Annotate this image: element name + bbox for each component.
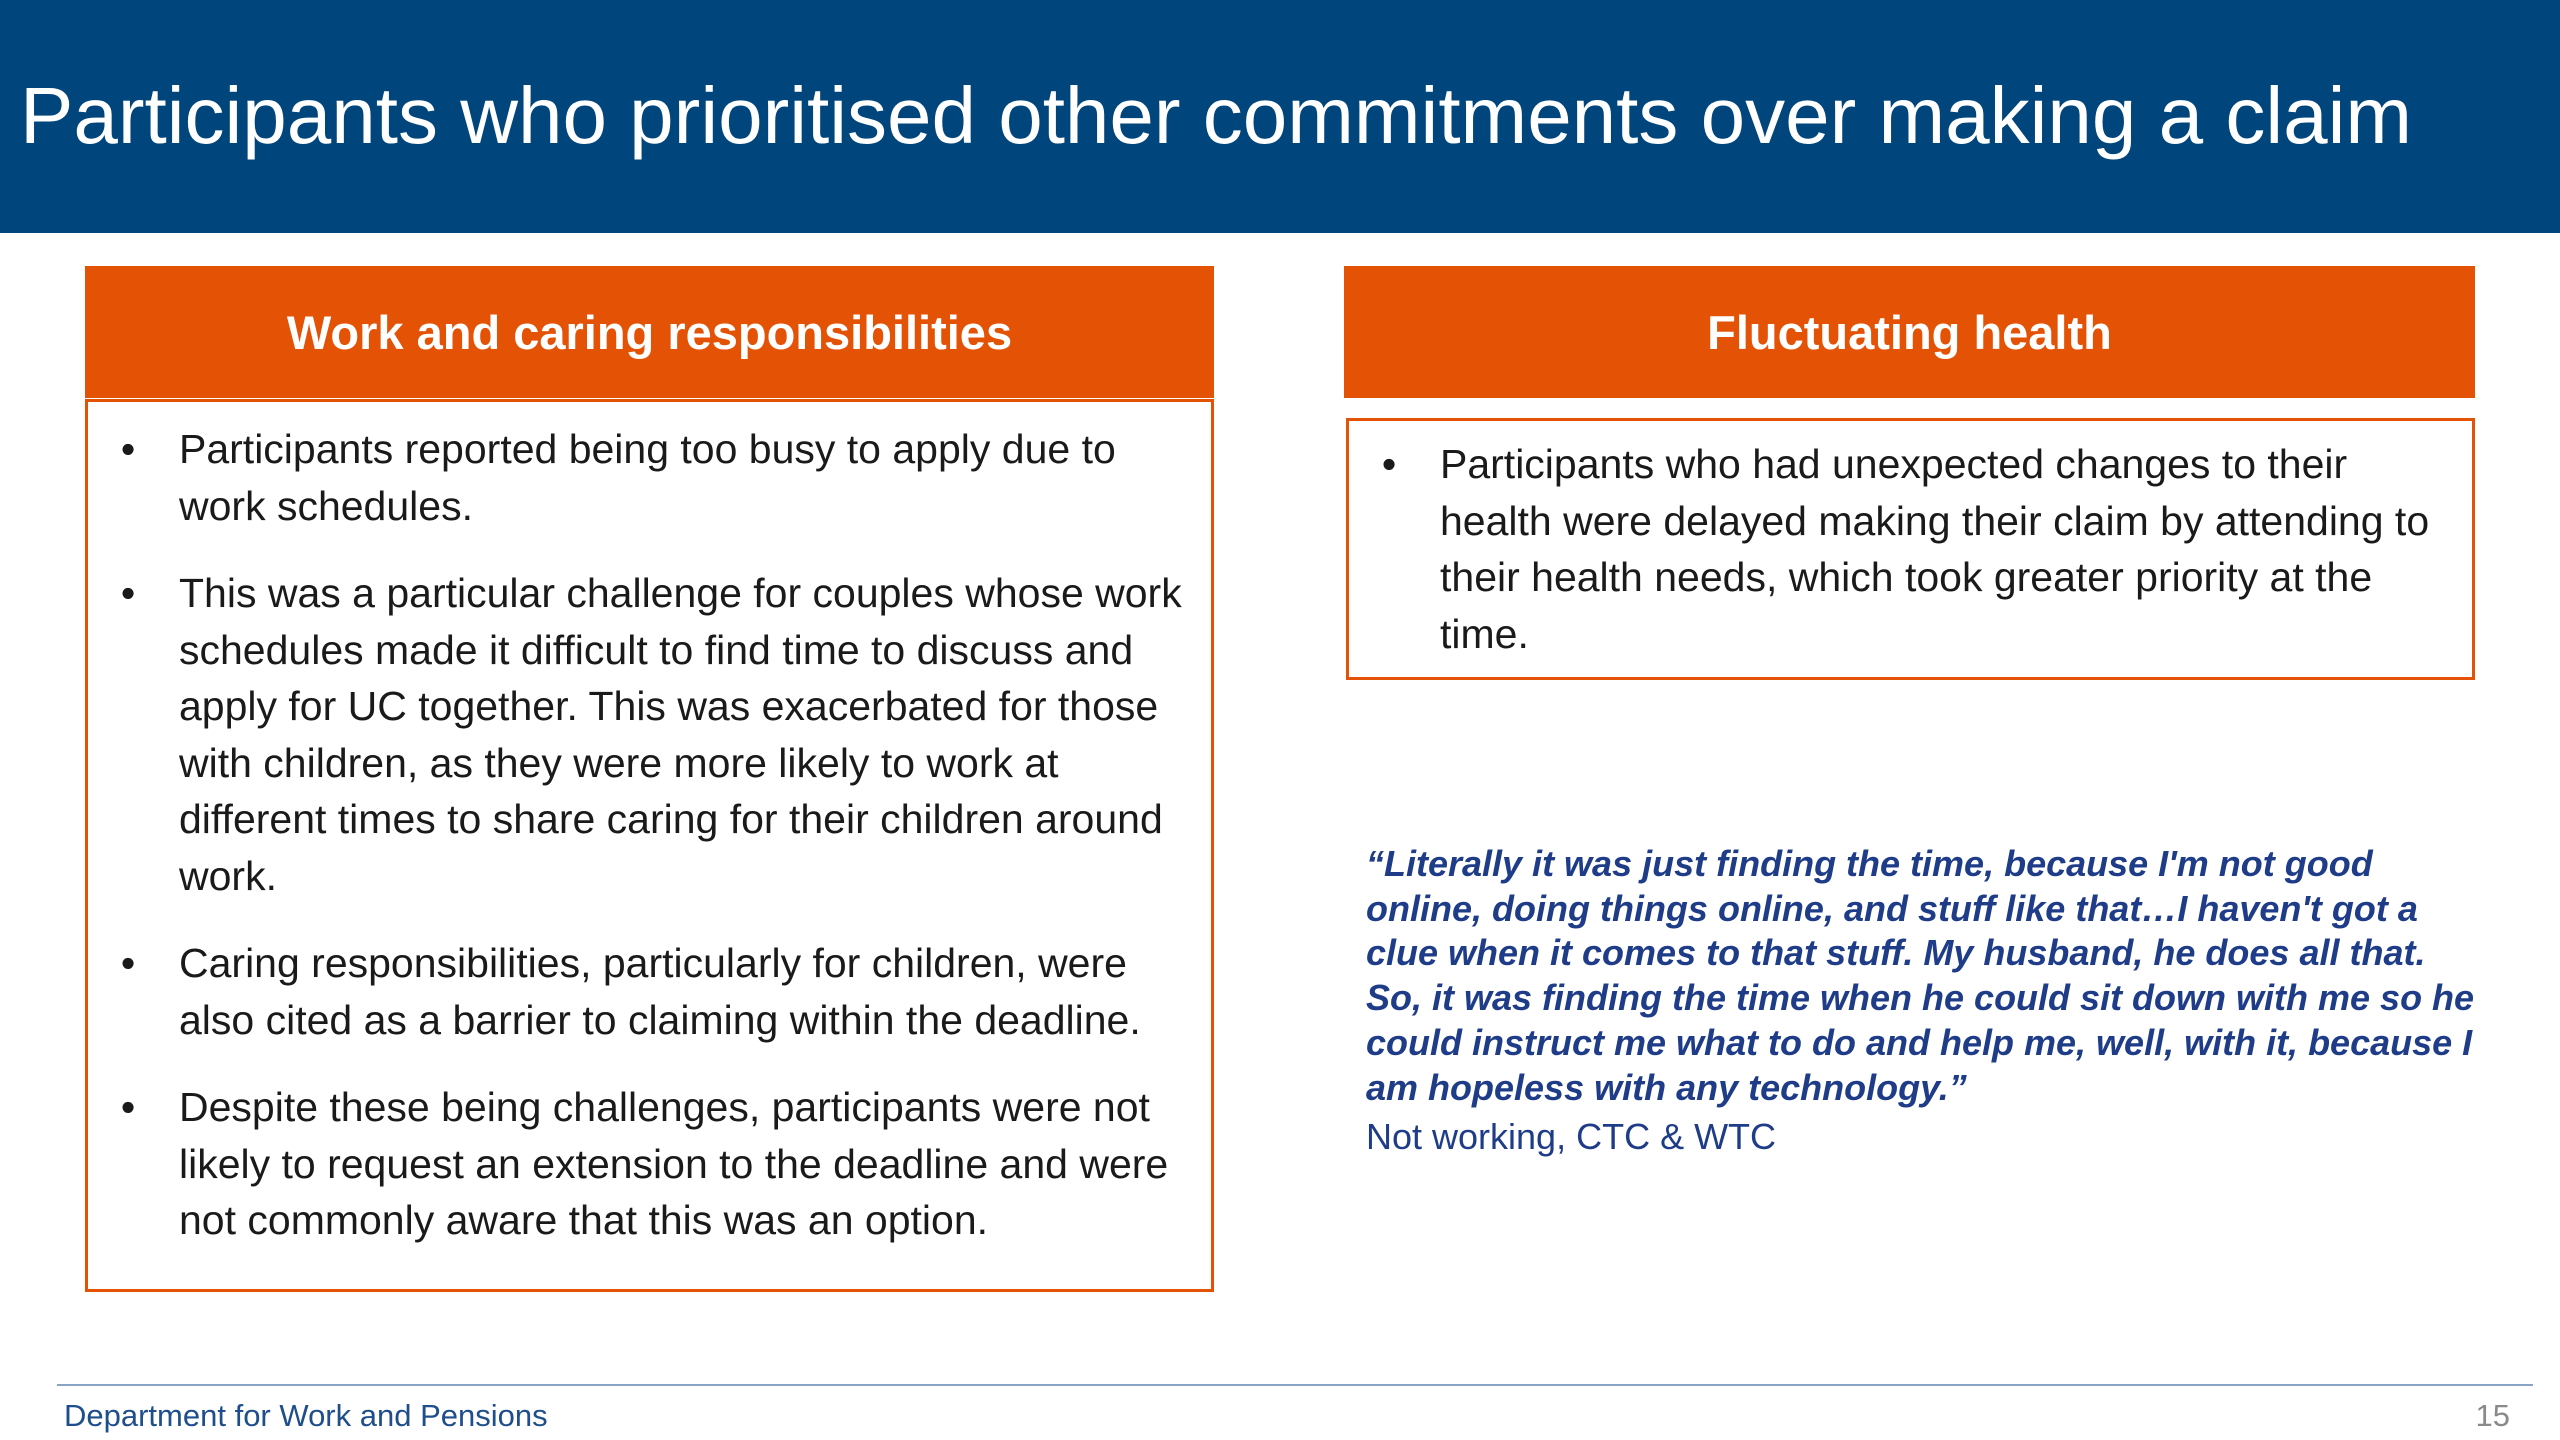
bullet-list (88, 421, 1211, 1249)
quote-attribution: Not working, CTC & WTC (1366, 1116, 1777, 1157)
bullet-text: Participants who had unexpected changes to their health were delayed making their claim by attending to their health needs, which took greater priority at the time. (1440, 441, 2430, 657)
participant-quote: “Literally it was just finding the time, because I'm not good online, doing things online, and stuff like that…I haven't got a clue when it comes to that stuff. My husband, he does all that. So, it was finding the time when he could sit down with me so he could instruct me what to do and help me, well, with it, because I am hopeless with any technology.” (1366, 843, 2475, 1108)
bullet-icon: • (120, 940, 136, 986)
work-caring-box (85, 399, 1214, 1292)
page-number: 15 (2475, 1398, 2510, 1433)
column-header-fluctuating-health: Fluctuating health (1344, 266, 2475, 398)
fluctuating-health-box (1346, 418, 2475, 680)
list-item (1349, 436, 2472, 662)
title-bar (0, 0, 2560, 233)
slide-title: Participants who prioritised other commitments over making a claim (20, 71, 2412, 160)
bullet-icon: • (120, 1084, 136, 1130)
column-header-work-caring: Work and caring responsibilities (85, 266, 1214, 398)
footer-organisation: Department for Work and Pensions (64, 1398, 548, 1433)
footer-divider (57, 1384, 2533, 1386)
list-item (88, 1079, 1211, 1249)
bullet-text: This was a particular challenge for couples whose work schedules made it difficult to find time to discuss and apply for UC together. This was exacerbated for those with children, as they were more likely to work at different times to share caring for their children around work. (179, 570, 1182, 899)
list-item (88, 565, 1211, 904)
bullet-list (1349, 436, 2472, 662)
list-item (88, 935, 1211, 1048)
bullet-icon: • (120, 426, 136, 472)
bullet-text: Participants reported being too busy to apply due to work schedules. (179, 426, 1116, 529)
bullet-text: Despite these being challenges, participants were not likely to request an extension to the deadline and were not commonly aware that this was an option. (179, 1084, 1169, 1243)
bullet-text: Caring responsibilities, particularly for children, were also cited as a barrier to claiming within the deadline. (179, 940, 1141, 1043)
list-item (88, 421, 1211, 534)
bullet-icon: • (1381, 441, 1397, 487)
bullet-icon: • (120, 570, 136, 616)
